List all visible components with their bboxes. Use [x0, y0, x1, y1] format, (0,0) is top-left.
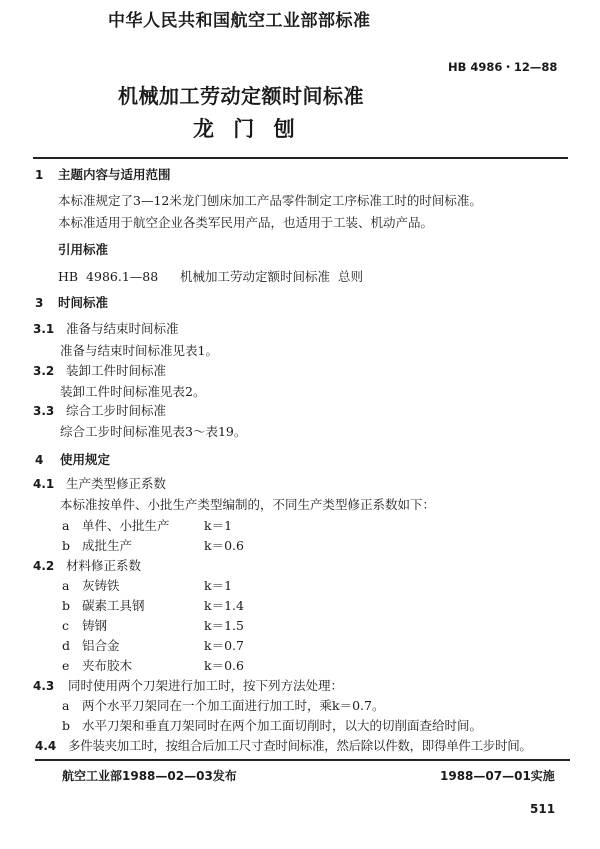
subsection-title: 材料修正系数 [66, 558, 142, 573]
subsection-title: 同时使用两个刀架进行加工时，按下列方法处理： [68, 678, 344, 693]
list-item: 夹布胶木 [82, 658, 133, 673]
body-line: 本标准按单件、小批生产类型编制的，不同生产类型修正系数如下： [60, 497, 436, 512]
header-divider [33, 157, 568, 159]
body-line: 准备与结束时间标准见表1。 [60, 343, 218, 358]
list-item: 碳素工具钢 [82, 598, 145, 613]
subsection-title: 装卸工件时间标准 [66, 363, 167, 378]
section-number: 4 [35, 453, 44, 467]
section-number: 3 [35, 296, 44, 310]
document-title: 机械加工劳动定额时间标准 [118, 84, 364, 108]
subsection-number: 4.2 [33, 559, 55, 573]
list-letter: d [62, 638, 71, 653]
coefficient: k＝0.6 [204, 538, 244, 553]
subsection-title: 生产类型修正系数 [66, 476, 167, 491]
coefficient: k＝0.7 [204, 638, 244, 653]
subsection-number: 3.2 [33, 364, 55, 378]
section-title: 引用标准 [58, 242, 109, 257]
list-letter: e [62, 658, 70, 673]
section-number: 1 [35, 168, 44, 182]
subsection-title: 综合工步时间标准 [66, 403, 167, 418]
reference-title: 机械加工劳动定额时间标准 总则 [180, 269, 363, 284]
body-line: 多件装夹加工时，按组合后加工尺寸查时间标准，然后除以件数，即得单件工步时间。 [68, 738, 532, 753]
subsection-number: 3.3 [33, 404, 55, 418]
list-letter: b [62, 598, 71, 613]
list-letter: c [62, 618, 70, 633]
subsection-number: 4.3 [33, 679, 55, 693]
footer-divider [35, 759, 570, 761]
standard-code: HB 4986・12—88 [448, 60, 558, 74]
body-line: 综合工步时间标准见表3～表19。 [60, 424, 247, 439]
list-letter: a [62, 578, 70, 593]
list-item: 单件、小批生产 [82, 518, 170, 533]
reference-code: HB 4986.1—88 [58, 269, 159, 284]
coefficient: k＝1 [204, 578, 233, 593]
list-item: 两个水平刀架同在一个加工面进行加工时，乘k＝0.7。 [82, 698, 385, 713]
section-title: 时间标准 [58, 295, 109, 310]
page-number: 511 [530, 802, 556, 816]
coefficient: k＝1 [204, 518, 233, 533]
list-letter: a [62, 518, 70, 533]
issued-date: 航空工业部1988—02—03发布 [62, 769, 237, 783]
coefficient: k＝0.6 [204, 658, 244, 673]
list-letter: b [62, 538, 71, 553]
body-line: 装卸工件时间标准见表2。 [60, 384, 206, 399]
effective-date: 1988—07—01实施 [440, 769, 555, 783]
subsection-number: 4.4 [35, 739, 57, 753]
document-subtitle: 龙 门 刨 [193, 117, 295, 141]
list-item: 灰铸铁 [82, 578, 120, 593]
coefficient: k＝1.4 [204, 598, 244, 613]
list-letter: b [62, 718, 71, 733]
coefficient: k＝1.5 [204, 618, 244, 633]
section-title: 使用规定 [60, 452, 111, 467]
body-line: 本标准规定了3—12米龙门刨床加工产品零件制定工序标准工时的时间标准。 [58, 193, 482, 208]
body-line: 本标准适用于航空企业各类军民用产品，也适用于工装、机动产品。 [58, 215, 434, 230]
list-item: 铝合金 [82, 638, 120, 653]
list-letter: a [62, 698, 70, 713]
subsection-number: 4.1 [33, 477, 55, 491]
subsection-title: 准备与结束时间标准 [66, 321, 179, 336]
subsection-number: 3.1 [33, 322, 55, 336]
org-standard-header: 中华人民共和国航空工业部部标准 [108, 11, 371, 31]
list-item: 成批生产 [82, 538, 133, 553]
list-item: 水平刀架和垂直刀架同时在两个加工面切削时，以大的切削面查给时间。 [82, 718, 483, 733]
list-item: 铸钢 [82, 618, 108, 633]
section-title: 主题内容与适用范围 [58, 167, 171, 182]
